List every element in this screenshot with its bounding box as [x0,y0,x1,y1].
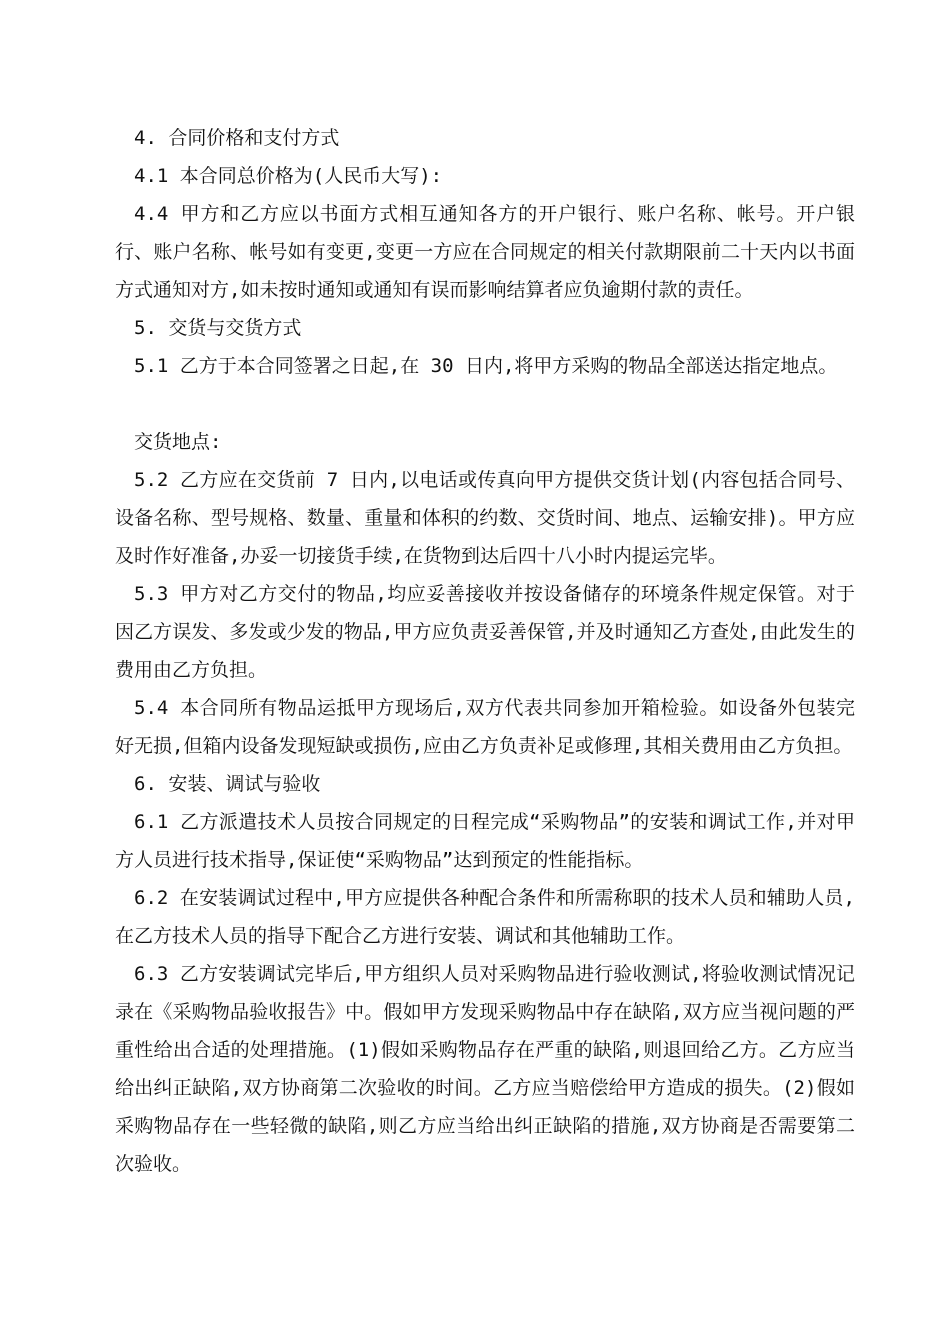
clause-6-2: 6.2 在安装调试过程中,甲方应提供各种配合条件和所需称职的技术人员和辅助人员,在乙方技术人员的指导下配合乙方进行安装、调试和其他辅助工作。 [115,887,855,947]
clause-5-3: 5.3 甲方对乙方交付的物品,均应妥善接收并按设备储存的环境条件规定保管。对于因乙方误发、多发或少发的物品,甲方应负责妥善保管,并及时通知乙方查处,由此发生的费用由乙方负担。 [115,583,855,681]
section-5-title: 5. 交货与交货方式 [134,317,302,339]
clause-4-4: 4.4 甲方和乙方应以书面方式相互通知各方的开户银行、账户名称、帐号。开户银行、账户名称、帐号如有变更,变更一方应在合同规定的相关付款期限前二十天内以书面方式通知对方,如未按时通知或通知有误而影响结算者应负逾期付款的责任。 [115,203,855,301]
clause-6-3: 6.3 乙方安装调试完毕后,甲方组织人员对采购物品进行验收测试,将验收测试情况记录在《采购物品验收报告》中。假如甲方发现采购物品中存在缺陷,双方应当视问题的严重性给出合适的处理措施。(1)假如采购物品存在严重的缺陷,则退回给乙方。乙方应当给出纠正缺陷,双方协商第二次验收的时间。乙方应当赔偿给甲方造成的损失。(2)假如采购物品存在一些轻微的缺陷,则乙方应当给出纠正缺陷的措施,双方协商是否需要第二次验收。 [115,963,855,1175]
section-4-title: 4. 合同价格和支付方式 [134,127,340,149]
clause-6-1: 6.1 乙方派遣技术人员按合同规定的日程完成“采购物品”的安装和调试工作,并对甲方人员进行技术指导,保证使“采购物品”达到预定的性能指标。 [115,811,855,871]
clause-4-1: 4.1 本合同总价格为(人民币大写): [134,165,443,187]
delivery-location-label: 交货地点: [134,431,222,453]
section-6-title: 6. 安装、调试与验收 [134,773,321,795]
clause-5-2: 5.2 乙方应在交货前 7 日内,以电话或传真向甲方提供交货计划(内容包括合同号、设备名称、型号规格、数量、重量和体积的约数、交货时间、地点、运输安排)。甲方应及时作好准备,办妥一切接货手续,在货物到达后四十八小时内提运完毕。 [115,469,855,567]
document-page [115,119,855,1183]
clause-5-4: 5.4 本合同所有物品运抵甲方现场后,双方代表共同参加开箱检验。如设备外包装完好无损,但箱内设备发现短缺或损伤,应由乙方负责补足或修理,其相关费用由乙方负担。 [115,697,855,757]
clause-5-1: 5.1 乙方于本合同签署之日起,在 30 日内,将甲方采购的物品全部送达指定地点。 [134,355,838,377]
blank-line [115,385,855,423]
